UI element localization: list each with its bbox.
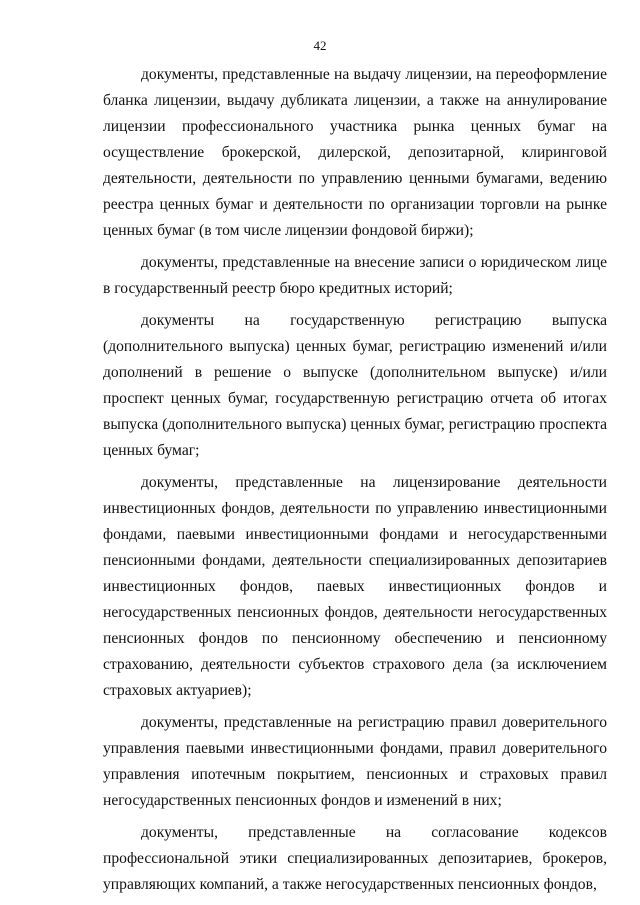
document-body [103, 62, 607, 904]
paragraph-trust-rules-registration: документы, представленные на регистрацию правил доверительного управления паевыми инвестиционными фондами, правил доверительного управления ипотечным покрытием, пенсионных и страховых правил негосударственных пенсионных фондов и изменений в них; [103, 714, 607, 809]
paragraph-securities-issue-registration: документы на государственную регистрацию выпуска (дополнительного выпуска) ценных бумаг, регистрацию изменений и/или дополнений в решение о выпуске (дополнительном выпуске) и/или проспект ценных бумаг, государственную регистрацию отчета об итогах выпуска (дополнительного выпуска) ценных бумаг, регистрацию проспекта ценных бумаг; [103, 312, 607, 459]
paragraph-ethics-codes-approval: документы, представленные на согласование кодексов профессиональной этики специализированных депозитариев, брокеров, управляющих компаний, а также негосударственных пенсионных фондов, [103, 824, 607, 893]
paragraph-licensing-securities: документы, представленные на выдачу лицензии, на переоформление бланка лицензии, выдачу дубликата лицензии, а также на аннулирование лицензии профессионального участника рынка ценных бумаг на осуществление брокерской, дилерской, депозитарной, клиринговой деятельности, деятельности по управлению ценными бумагами, ведению реестра ценных бумаг и деятельности по организации торговли на рынке ценных бумаг (в том числе лицензии фондовой биржи); [103, 66, 607, 239]
paragraph-credit-bureau-registry: документы, представленные на внесение записи о юридическом лице в государственный реестр бюро кредитных историй; [103, 254, 607, 297]
page-number: 42 [313, 38, 327, 53]
paragraph-investment-funds-licensing: документы, представленные на лицензирование деятельности инвестиционных фондов, деятельности по управлению инвестиционными фондами, паевыми инвестиционными фондами и негосударственными пенсионными фондами, деятельности специализированных депозитариев инвестиционных фондов, паевых инвестиционных фондов и негосударственных пенсионных фондов, деятельности негосударственных пенсионных фондов по пенсионному обеспечению и пенсионному страхованию, деятельности субъектов страхового дела (за исключением страховых актуариев); [103, 474, 607, 699]
